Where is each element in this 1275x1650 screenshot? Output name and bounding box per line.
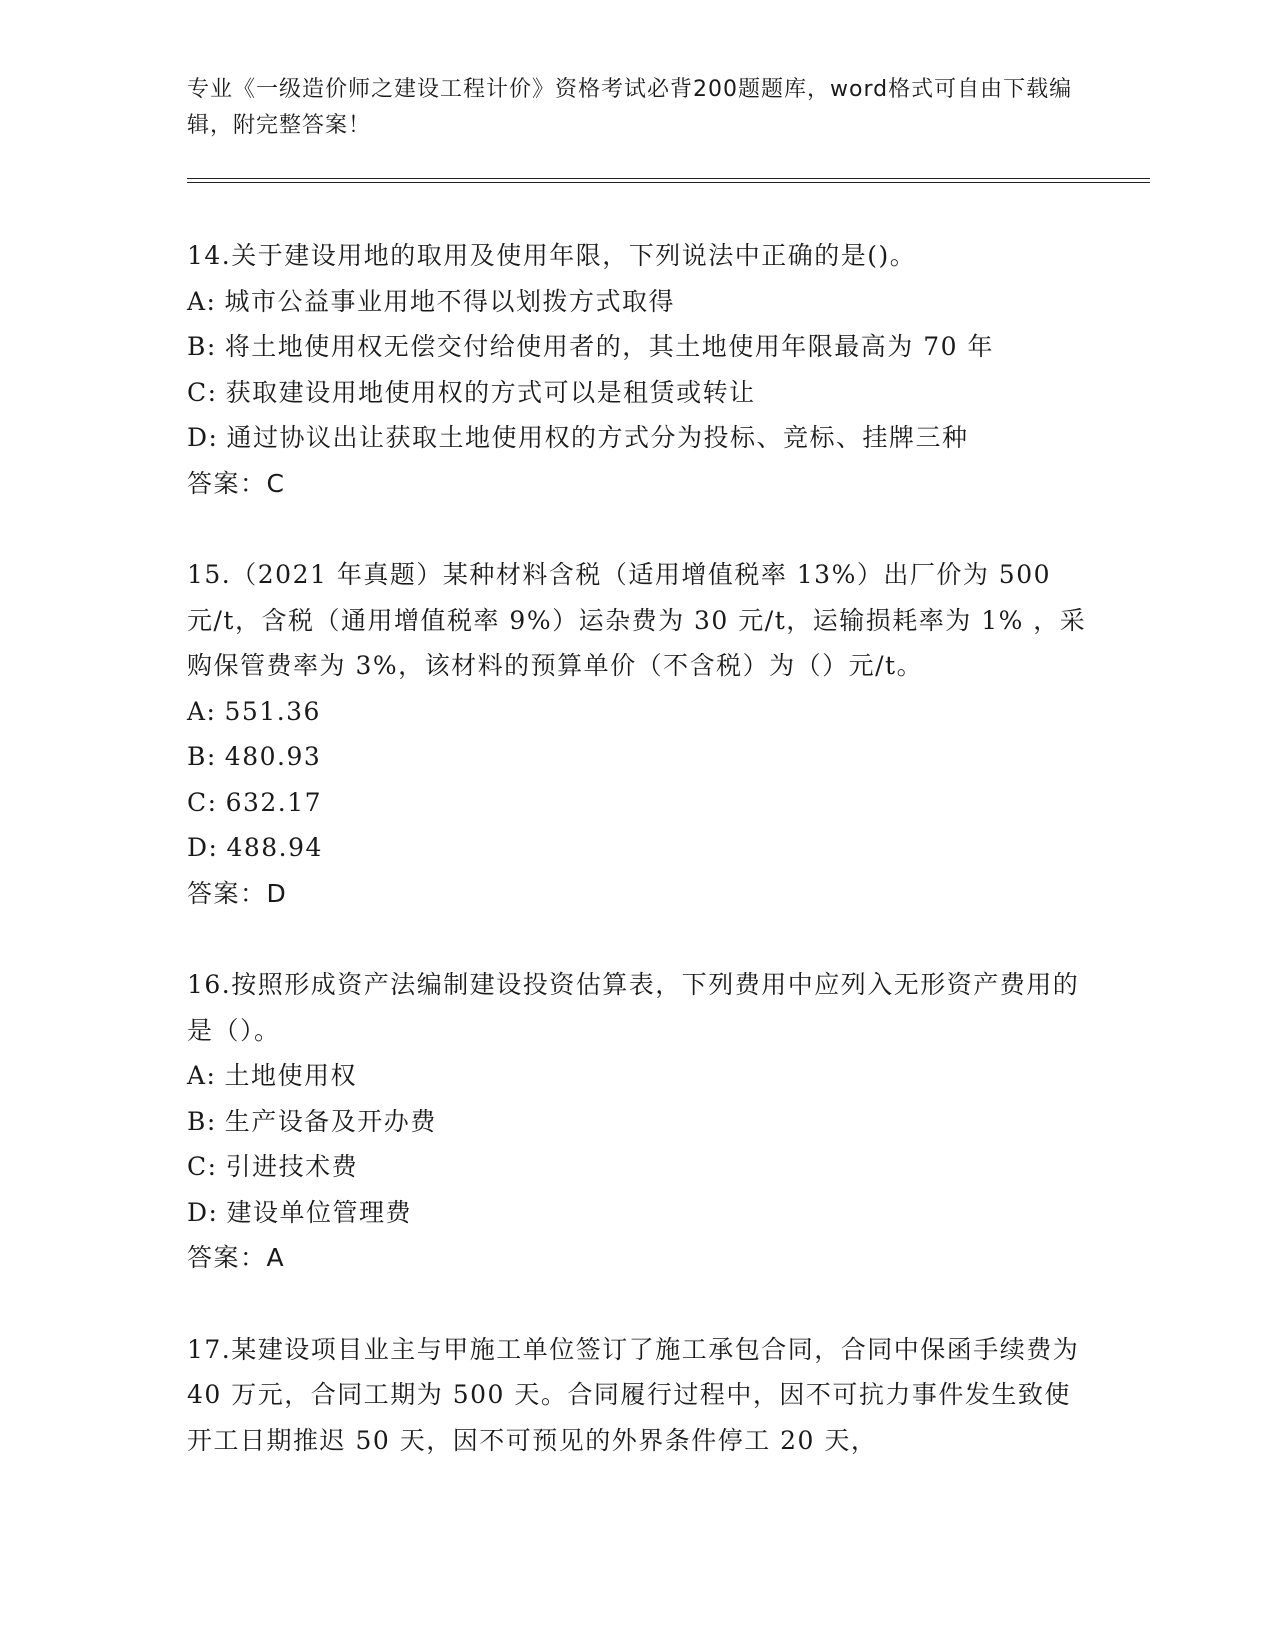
option-b — [187, 324, 1087, 370]
option-text: 通过协议出让获取土地使用权的方式分为投标、竞标、挂牌三种 — [226, 423, 969, 452]
option-key: C: — [187, 377, 218, 407]
option-key: A: — [187, 696, 217, 726]
option-key: A: — [187, 1061, 217, 1090]
option-text: 城市公益事业用地不得以划拨方式取得 — [224, 286, 675, 316]
option-key: D: — [187, 1197, 219, 1227]
question-stem: 17.某建设项目业主与甲施工单位签订了施工承包合同，合同中保函手续费为 40 万元，合同工期为 500 天。合同履行过程中，因不可抗力事件发生致使开工日期推迟 50 天，因不可预见的外界条件停工 20 天， — [187, 1334, 1080, 1455]
option-key: B: — [187, 332, 217, 361]
option-text: 将土地使用权无偿交付给使用者的，其土地使用年限最高为 70 年 — [224, 332, 995, 361]
option-b — [187, 1099, 1087, 1145]
document-header: 专业《一级造价师之建设工程计价》资格考试必背200题题库，word格式可自由下载编辑，附完整答案！ — [187, 77, 1073, 138]
header-rule-top — [187, 178, 1150, 179]
option-text: 480.93 — [224, 742, 322, 771]
option-a — [187, 1053, 1087, 1099]
question-17 — [187, 1327, 1087, 1464]
question-list — [187, 233, 1087, 1509]
option-key: A: — [187, 286, 217, 316]
option-text: 建设单位管理费 — [226, 1197, 412, 1227]
question-15 — [187, 552, 1087, 916]
option-d — [187, 825, 1087, 871]
header-rule-bottom — [187, 182, 1150, 183]
option-a — [187, 689, 1087, 735]
question-stem: 15.（2021 年真题）某种材料含税（适用增值税率 13%）出厂价为 500 元/t，含税（通用增值税率 9%）运杂费为 30 元/t，运输损耗率为 1% ，采购保管费率为 3%，该材料的预算单价（不含税）为（）元/t。 — [187, 560, 1087, 680]
answer: 答案：D — [187, 878, 288, 908]
option-text: 551.36 — [224, 696, 321, 726]
answer: 答案：C — [187, 468, 286, 498]
option-b — [187, 734, 1087, 780]
answer: 答案：A — [187, 1243, 286, 1272]
option-c — [187, 780, 1087, 826]
option-key: D: — [187, 833, 219, 862]
option-text: 引进技术费 — [225, 1152, 359, 1181]
option-text: 土地使用权 — [224, 1061, 357, 1090]
option-text: 488.94 — [226, 833, 323, 862]
option-text: 获取建设用地使用权的方式可以是租赁或转让 — [225, 377, 756, 407]
option-text: 632.17 — [225, 787, 323, 817]
question-stem: 16.按照形成资产法编制建设投资估算表，下列费用中应列入无形资产费用的是（）。 — [187, 970, 1080, 1045]
option-d — [187, 415, 1087, 461]
question-14 — [187, 233, 1087, 506]
option-key: B: — [187, 742, 217, 771]
option-c — [187, 370, 1087, 416]
question-16 — [187, 962, 1087, 1281]
option-key: C: — [187, 787, 218, 817]
option-text: 生产设备及开办费 — [224, 1106, 437, 1136]
option-d — [187, 1190, 1087, 1236]
option-key: C: — [187, 1152, 218, 1181]
option-key: D: — [187, 423, 219, 452]
option-a — [187, 279, 1087, 325]
question-stem: 14.关于建设用地的取用及使用年限，下列说法中正确的是()。 — [187, 241, 917, 270]
option-key: B: — [187, 1106, 217, 1136]
option-c — [187, 1144, 1087, 1190]
